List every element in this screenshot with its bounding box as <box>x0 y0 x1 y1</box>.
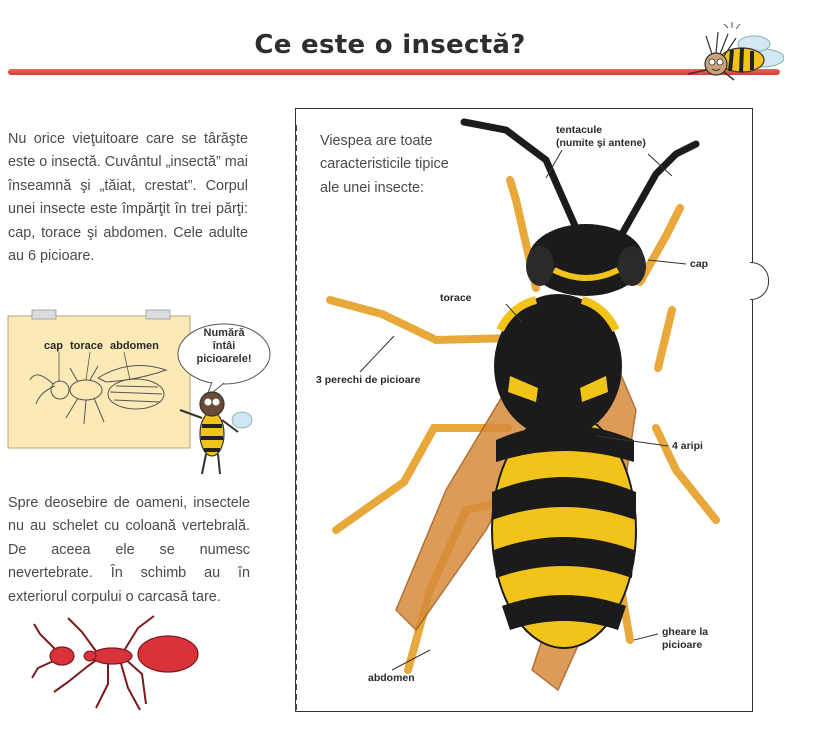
label-legs: 3 perechi de picioare <box>316 374 421 386</box>
diagram-label-thorax: torace <box>70 340 104 352</box>
wasp-illustration <box>296 110 750 708</box>
label-head: cap <box>690 258 709 270</box>
cartoon-bee-pointer-icon <box>180 392 252 474</box>
label-claws: gheare la picioare <box>662 626 709 651</box>
page-title: Ce este o insectă? <box>254 30 526 60</box>
label-antennae: tentacule (numite şi antene) <box>556 124 646 149</box>
ant-icon <box>28 608 218 718</box>
diagram-label-head: cap <box>44 340 63 352</box>
label-wings: 4 aripi <box>672 440 703 452</box>
speech-bubble-text: Numără întâi picioarele! <box>196 327 252 365</box>
panel-tab <box>750 262 769 300</box>
label-thorax: torace <box>440 292 472 304</box>
wasp-intro-text: Viespea are toate caracteristicile tipice ale unei insecte: <box>320 133 449 196</box>
label-abdomen: abdomen <box>368 672 415 684</box>
cartoon-bee-icon <box>684 14 784 84</box>
title-underline <box>8 69 780 75</box>
intro-paragraph: Nu orice vieţuitoare care se târăşte este o insectă. Cuvântul „insectă” mai înseamnă şi „tăiat, crestat”. Corpul unei insecte este împărţit în trei părţi: cap, torace şi abdomen. Cele adulte au 6 picioare. <box>8 131 248 265</box>
skeleton-paragraph: Spre deosebire de oameni, insectele nu au schelet cu coloană vertebrală. De aceea ele se numesc nevertebrate. În schimb au în exteriorul corpului o carcasă tare. <box>8 495 250 605</box>
diagram-label-abdomen: abdomen <box>110 340 159 352</box>
